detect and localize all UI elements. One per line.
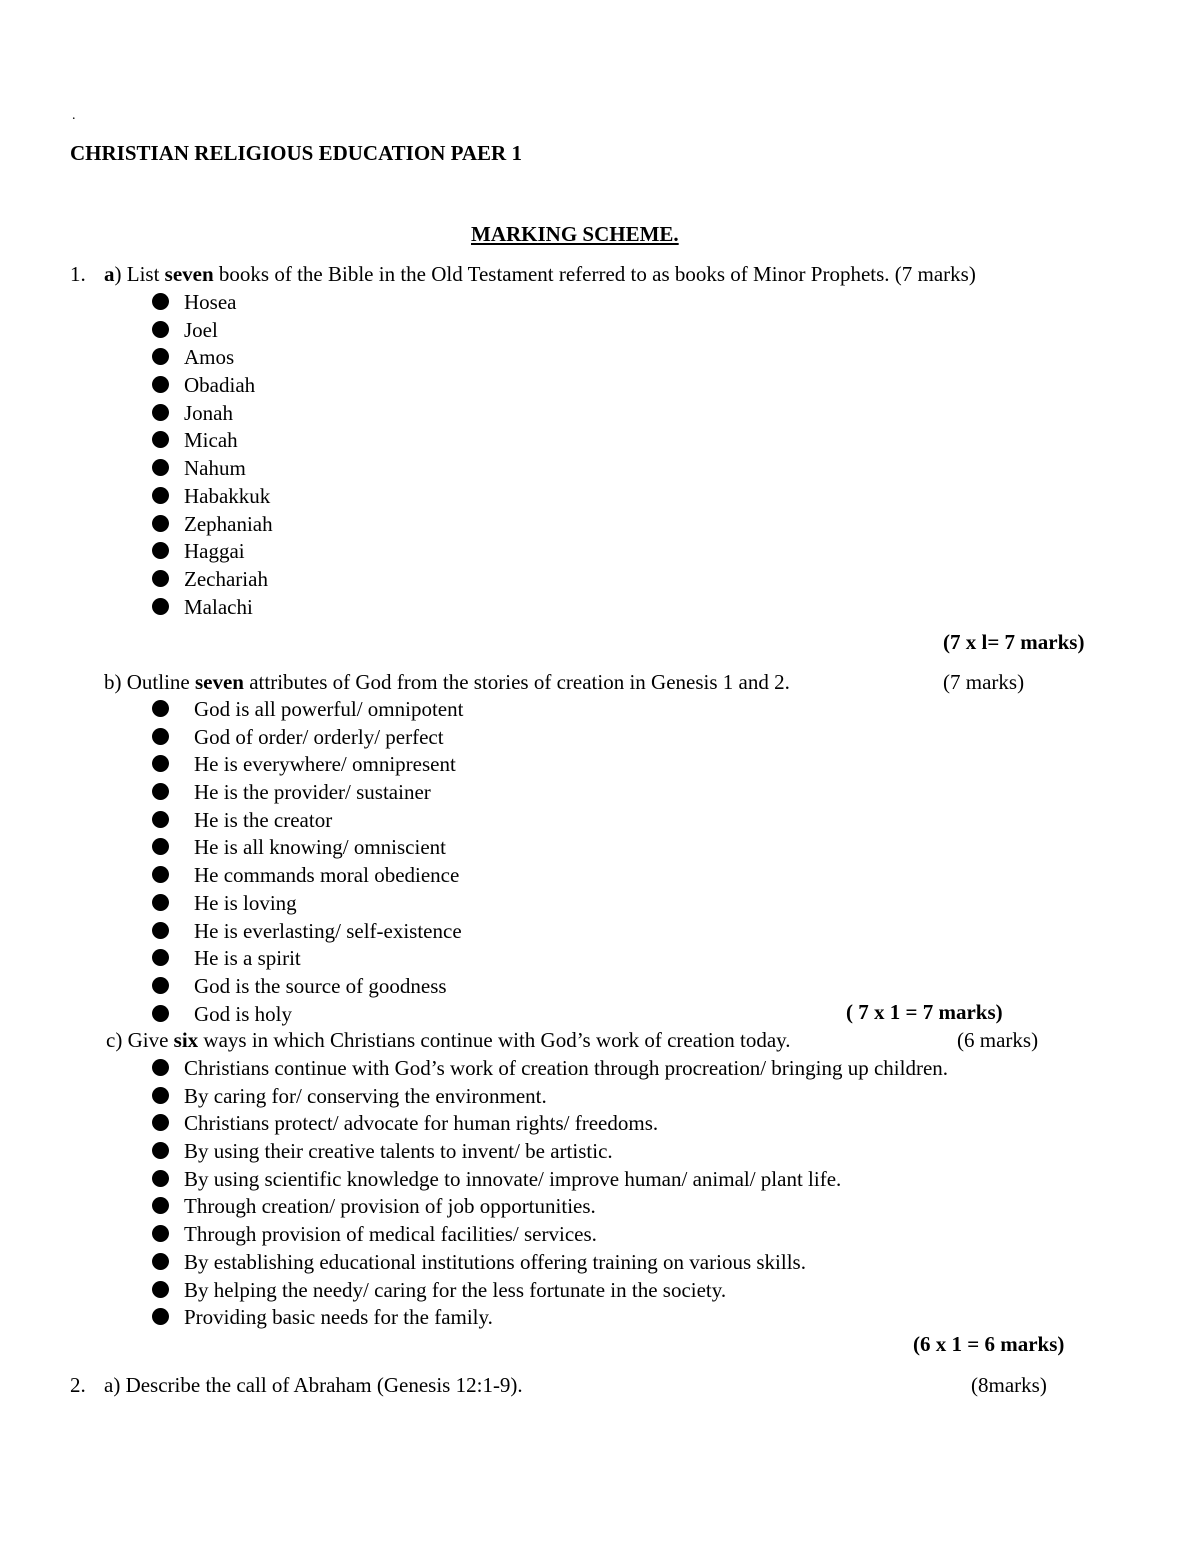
bullet-icon bbox=[152, 728, 169, 745]
bullet-icon bbox=[152, 977, 169, 994]
question-1c-marks: (6 marks) bbox=[957, 1028, 1039, 1052]
bullet-icon bbox=[152, 1225, 169, 1242]
document-title: CHRISTIAN RELIGIOUS EDUCATION PAER 1 bbox=[70, 141, 522, 165]
minor-prophet-item-text: Haggai bbox=[184, 539, 245, 564]
bullet-icon bbox=[152, 783, 169, 800]
bullet-icon bbox=[152, 1281, 169, 1298]
god-attribute-item-text: He is loving bbox=[194, 890, 297, 915]
creation-way-item-text: Through provision of medical facilities/ services. bbox=[184, 1222, 597, 1247]
bullet-icon bbox=[152, 1253, 169, 1270]
god-attribute-item-text: He is the provider/ sustainer bbox=[194, 780, 431, 805]
bullet-icon bbox=[152, 838, 169, 855]
bullet-icon bbox=[152, 321, 169, 338]
bullet-icon bbox=[152, 570, 169, 587]
question-1a-text bbox=[104, 262, 976, 286]
question-1a-bold-word: seven bbox=[164, 262, 214, 286]
bullet-icon bbox=[152, 1308, 169, 1325]
minor-prophet-item-text: Amos bbox=[184, 345, 235, 370]
bullet-icon bbox=[152, 1197, 169, 1214]
god-attribute-item-text: God is holy bbox=[194, 1001, 293, 1026]
creation-way-item-text: Through creation/ provision of job opportunities. bbox=[184, 1194, 596, 1219]
bullet-icon bbox=[152, 598, 169, 615]
bullet-icon bbox=[152, 376, 169, 393]
creation-way-item-text: By helping the needy/ caring for the less fortunate in the society. bbox=[184, 1277, 727, 1302]
bullet-icon bbox=[152, 866, 169, 883]
creation-way-item-text: By using scientific knowledge to innovate/ improve human/ animal/ plant life. bbox=[184, 1166, 842, 1191]
bullet-icon bbox=[152, 1142, 169, 1159]
minor-prophet-item-text: Jonah bbox=[184, 400, 233, 425]
question-2-number: 2. bbox=[70, 1373, 86, 1397]
bullet-icon bbox=[152, 404, 169, 421]
question-1a-prefix: a bbox=[104, 262, 115, 286]
bullet-icon bbox=[152, 949, 169, 966]
bullet-icon bbox=[152, 293, 169, 310]
bullet-icon bbox=[152, 1087, 169, 1104]
bullet-icon bbox=[152, 459, 169, 476]
god-attribute-item-text: He is everywhere/ omnipresent bbox=[194, 752, 456, 777]
question-1b-marks: (7 marks) bbox=[943, 670, 1025, 694]
bullet-icon bbox=[152, 811, 169, 828]
question-1a-total-marks: (7 x l= 7 marks) bbox=[943, 630, 1085, 654]
bullet-icon bbox=[152, 922, 169, 939]
minor-prophet-item-text: Hosea bbox=[184, 290, 237, 314]
god-attribute-item-text: God of order/ orderly/ perfect bbox=[194, 724, 444, 749]
question-1c-total-marks: (6 x 1 = 6 marks) bbox=[913, 1332, 1065, 1356]
creation-way-item-text: Providing basic needs for the family. bbox=[184, 1305, 493, 1330]
bullet-icon bbox=[152, 515, 169, 532]
question-1a-text-after: books of the Bible in the Old Testament referred to as books of Minor Prophets. (7 marks) bbox=[213, 262, 976, 286]
question-1c-text bbox=[106, 1028, 791, 1052]
question-1b-text bbox=[104, 670, 790, 694]
question-1b-total-marks: ( 7 x 1 = 7 marks) bbox=[846, 1000, 1003, 1024]
bullet-icon bbox=[152, 700, 169, 717]
stray-dot: . bbox=[72, 108, 76, 123]
marking-scheme-heading: MARKING SCHEME. bbox=[471, 222, 679, 246]
creation-way-item-text: Christians protect/ advocate for human rights/ freedoms. bbox=[184, 1111, 659, 1136]
creation-way-item-text: By caring for/ conserving the environment. bbox=[184, 1083, 547, 1108]
bullet-icon bbox=[152, 1005, 169, 1022]
god-attribute-item-text: God is all powerful/ omnipotent bbox=[194, 697, 464, 721]
question-1a-text-before: ) List bbox=[114, 262, 165, 286]
question-1b-text-after: attributes of God from the stories of creation in Genesis 1 and 2. bbox=[243, 670, 790, 694]
minor-prophet-item-text: Habakkuk bbox=[184, 483, 271, 508]
bullet-icon bbox=[152, 894, 169, 911]
bullet-icon bbox=[152, 755, 169, 772]
god-attribute-item-text: He is everlasting/ self-existence bbox=[194, 918, 462, 943]
question-1b-text-before: b) Outline bbox=[104, 670, 195, 694]
minor-prophet-item-text: Nahum bbox=[184, 456, 246, 481]
bullet-icon bbox=[152, 542, 169, 559]
god-attribute-item-text: He is a spirit bbox=[194, 946, 301, 971]
god-attribute-item-text: He is all knowing/ omniscient bbox=[194, 835, 446, 860]
bullet-icon bbox=[152, 348, 169, 365]
bullet-icon bbox=[152, 1059, 169, 1076]
question-2a-text: a) Describe the call of Abraham (Genesis 12:1-9). bbox=[104, 1373, 523, 1397]
creation-way-item-text: By establishing educational institutions offering training on various skills. bbox=[184, 1249, 806, 1274]
bullet-icon bbox=[152, 431, 169, 448]
creation-way-item-text: Christians continue with God’s work of creation through procreation/ bringing up children. bbox=[184, 1056, 949, 1080]
god-attribute-item-text: He is the creator bbox=[194, 807, 333, 832]
minor-prophet-item-text: Joel bbox=[184, 317, 218, 342]
creation-way-item-text: By using their creative talents to invent/ be artistic. bbox=[184, 1139, 613, 1164]
question-1c-text-before: c) Give bbox=[106, 1028, 174, 1052]
minor-prophet-item-text: Zephaniah bbox=[184, 511, 273, 536]
god-attribute-item-text: He commands moral obedience bbox=[194, 863, 460, 888]
bullet-icon bbox=[152, 1170, 169, 1187]
question-2a-marks: (8marks) bbox=[971, 1373, 1047, 1397]
question-1c-bold-word: six bbox=[173, 1028, 199, 1052]
minor-prophet-item-text: Zechariah bbox=[184, 566, 268, 591]
minor-prophet-item-text: Malachi bbox=[184, 594, 253, 619]
bullet-icon bbox=[152, 487, 169, 504]
minor-prophet-item-text: Obadiah bbox=[184, 373, 256, 398]
minor-prophet-item-text: Micah bbox=[184, 428, 238, 453]
question-1-number: 1. bbox=[70, 262, 86, 286]
question-1b-bold-word: seven bbox=[194, 670, 244, 694]
bullet-icon bbox=[152, 1114, 169, 1131]
question-1c-text-after: ways in which Christians continue with God’s work of creation today. bbox=[198, 1028, 791, 1052]
god-attribute-item-text: God is the source of goodness bbox=[194, 973, 447, 998]
